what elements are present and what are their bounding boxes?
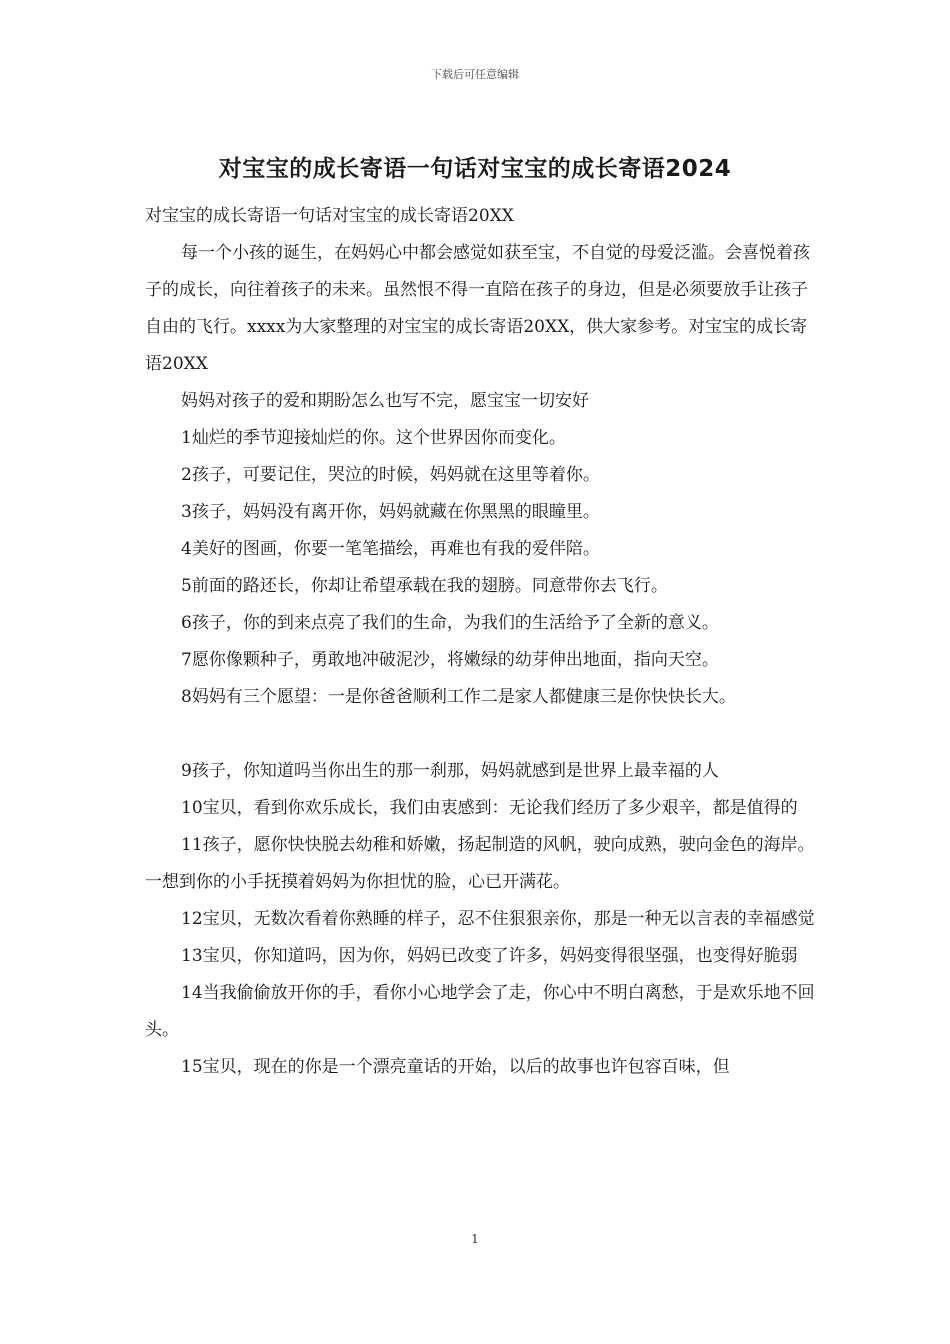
list-item: 1灿烂的季节迎接灿烂的你。这个世界因你而变化。 [181, 428, 566, 448]
list-item: 14当我偷偷放开你的手，看你小心地学会了走，你心中不明白离愁，于是欢乐地不回头。 [145, 983, 815, 1040]
blank-line [145, 716, 815, 753]
intro-paragraph: 每一个小孩的诞生，在妈妈心中都会感觉如获至宝，不自觉的母爱泛滥。会喜悦着孩子的成长，向往着孩子的未来。虽然恨不得一直陪在孩子的身边，但是必须要放手让孩子自由的飞行。xxxx为大家整理的对宝宝的成长寄语20XX，供大家参考。对宝宝的成长寄语20XX [145, 243, 810, 374]
list-item: 13宝贝，你知道吗，因为你，妈妈已改变了许多，妈妈变得很坚强，也变得好脆弱 [181, 946, 798, 966]
list-item: 4美好的图画，你要一笔笔描绘，再难也有我的爱伴陪。 [181, 539, 600, 559]
list-item: 9孩子，你知道吗当你出生的那一刹那，妈妈就感到是世界上最幸福的人 [181, 761, 719, 781]
list-item: 7愿你像颗种子，勇敢地冲破泥沙，将嫩绿的幼芽伸出地面，指向天空。 [181, 650, 719, 670]
list-item: 6孩子，你的到来点亮了我们的生命，为我们的生活给予了全新的意义。 [181, 613, 719, 633]
list-item: 12宝贝，无数次看着你熟睡的样子，忍不住狠狠亲你，那是一种无以言表的幸福感觉 [181, 909, 815, 929]
list-item: 11孩子，愿你快快脱去幼稚和娇嫩，扬起制造的风帆，驶向成熟，驶向金色的海岸。一想到你的小手抚摸着妈妈为你担忧的脸，心已开满花。 [145, 835, 815, 892]
list-item: 5前面的路还长，你却让希望承载在我的翅膀。同意带你去飞行。 [181, 576, 668, 596]
lead-paragraph: 妈妈对孩子的爱和期盼怎么也写不完，愿宝宝一切安好 [181, 391, 589, 411]
list-item: 8妈妈有三个愿望：一是你爸爸顺利工作二是家人都健康三是你快快长大。 [181, 687, 736, 707]
list-item: 10宝贝，看到你欢乐成长，我们由衷感到：无论我们经历了多少艰辛，都是值得的 [181, 798, 798, 818]
page-number: 1 [471, 1232, 479, 1246]
document-body [145, 198, 815, 1086]
document-title: 对宝宝的成长寄语一句话对宝宝的成长寄语2024 [218, 156, 732, 182]
list-item: 15宝贝，现在的你是一个漂亮童话的开始，以后的故事也许包容百味，但 [181, 1057, 730, 1077]
subtitle-line: 对宝宝的成长寄语一句话对宝宝的成长寄语20XX [145, 206, 514, 226]
list-item: 2孩子，可要记住，哭泣的时候，妈妈就在这里等着你。 [181, 465, 600, 485]
header-note: 下载后可任意编辑 [431, 68, 519, 81]
list-item: 3孩子，妈妈没有离开你，妈妈就藏在你黑黑的眼瞳里。 [181, 502, 600, 522]
